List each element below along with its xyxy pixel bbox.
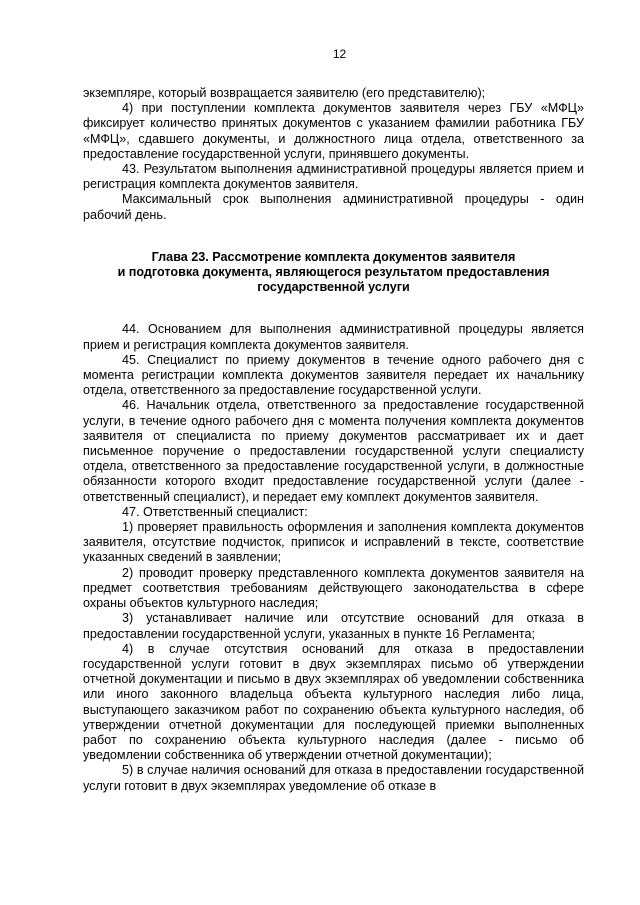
chapter-heading-line: государственной услуги <box>257 280 410 295</box>
paragraph: 46. Начальник отдела, ответственного за предоставление государственной услуги, в течение одного рабочего дня с момента получения комплекта документов заявителя от специалиста по приему документов рассматривает их и дает письменное поручение о предоставлении государственной услуги специалисту отдела, ответственного за предоставление государственной услуги, в должностные обязанности которого входит предоставление государственной услуги (далее - ответственный специалист), и передает ему комплект документов заявителя. <box>83 398 584 504</box>
paragraph: 4) при поступлении комплекта документов заявителя через ГБУ «МФЦ» фиксирует количество принятых документов с указанием фамилии работника ГБУ «МФЦ», сдавшего документы, и должностного лица отдела, ответственного за предоставление государственной услуги, принявшего документы. <box>83 101 584 161</box>
paragraph: 44. Основанием для выполнения административной процедуры является прием и регистрация комплекта документов заявителя. <box>83 322 584 352</box>
paragraph: 47. Ответственный специалист: <box>122 504 308 519</box>
paragraph: 1) проверяет правильность оформления и заполнения комплекта документов заявителя, отсутствие подчисток, приписок и исправлений в тексте, соответствие указанных сведений в заявлении; <box>83 520 584 565</box>
document-body <box>83 86 584 794</box>
paragraph: 5) в случае наличия оснований для отказа в предоставлении государственной услуги готовит в двух экземплярах уведомление об отказе в <box>83 763 584 793</box>
paragraph: 45. Специалист по приему документов в течение одного рабочего дня с момента регистрации комплекта документов заявителя передает их начальнику отдела, ответственного за предоставление государственной услуги. <box>83 352 584 398</box>
paragraph: Максимальный срок выполнения административной процедуры - один рабочий день. <box>83 192 584 222</box>
chapter-heading-line: и подготовка документа, являющегося результатом предоставления <box>117 265 550 280</box>
paragraph: экземпляре, который возвращается заявителю (его представителю); <box>83 86 486 100</box>
paragraph: 3) устанавливает наличие или отсутствие оснований для отказа в предоставлении государственной услуги, указанных в пункте 16 Регламента; <box>83 611 584 641</box>
paragraph: 4) в случае отсутствия оснований для отказа в предоставлении государственной услуги готовит в двух экземплярах письмо об утверждении отчетной документации и письмо в двух экземплярах об уведомлении собственника или иного законного владельца объекта культурного наследия либо лица, выступающего заказчиком работ по сохранению объекта культурного наследия, об утверждении отчетной документации для последующей приемки выполненных работ по сохранению объекта культурного наследия (далее - письмо об уведомлении собственника об утверждении отчетной документации); <box>83 641 584 763</box>
chapter-heading <box>83 250 584 296</box>
page-number: 12 <box>332 47 347 61</box>
chapter-heading-line: Глава 23. Рассмотрение комплекта документов заявителя <box>151 249 516 264</box>
paragraph: 43. Результатом выполнения административной процедуры является прием и регистрация комплекта документов заявителя. <box>83 162 584 192</box>
paragraph: 2) проводит проверку представленного комплекта документов заявителя на предмет соответствия требованиям действующего законодательства в сфере охраны объектов культурного наследия; <box>83 565 584 611</box>
